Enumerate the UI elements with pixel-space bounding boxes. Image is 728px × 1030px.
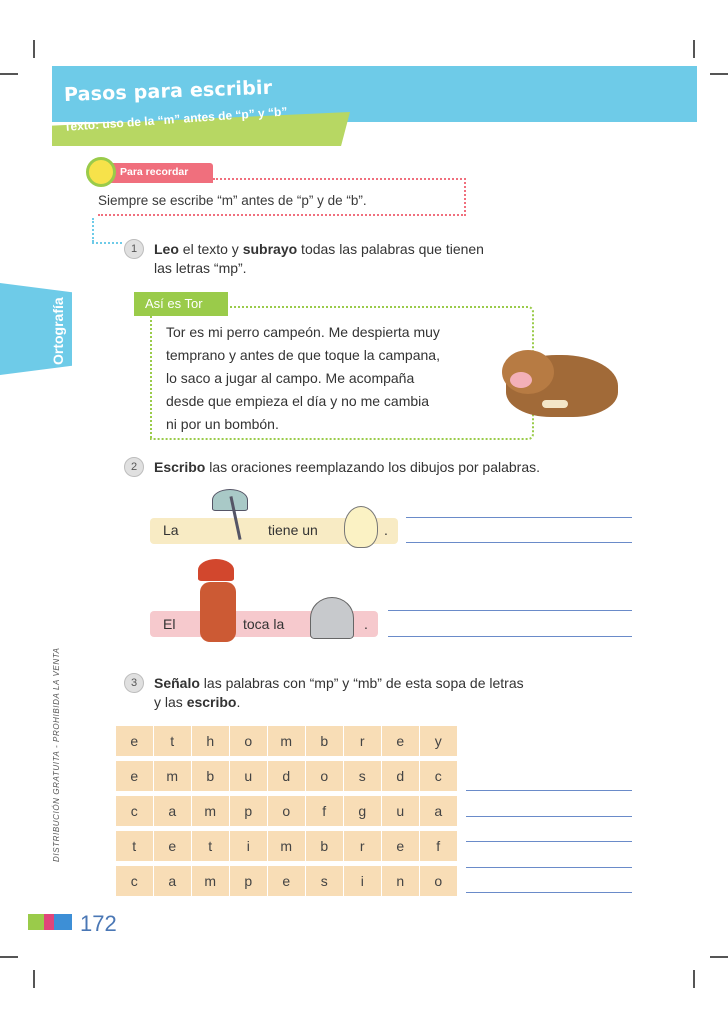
answer-line[interactable] (406, 542, 632, 543)
bulb-icon (344, 506, 378, 548)
answer-line[interactable] (466, 841, 632, 842)
answer-line[interactable] (388, 610, 632, 611)
grid-cell[interactable]: d (268, 761, 305, 791)
step3-instruction (154, 674, 634, 712)
connector-line (92, 242, 122, 244)
step1-text1: el texto y (178, 241, 243, 257)
step3-line2b: . (236, 694, 241, 710)
grid-cell[interactable]: s (306, 866, 343, 896)
grid-cell[interactable]: e (116, 761, 153, 791)
word-search-grid (116, 726, 457, 896)
sentence2-word3: . (364, 616, 368, 632)
grid-cell[interactable]: a (154, 866, 191, 896)
story-title: Así es Tor (145, 296, 203, 311)
answer-line[interactable] (388, 636, 632, 637)
sentence1-word3: . (384, 522, 388, 538)
grid-cell[interactable]: g (344, 796, 381, 826)
story-line: Tor es mi perro campeón. Me despierta muy (166, 324, 440, 340)
step-number: 1 (124, 239, 144, 259)
crop-mark (0, 956, 18, 958)
answer-line[interactable] (466, 867, 632, 868)
step1-verb2: subrayo (242, 241, 298, 257)
answer-line[interactable] (466, 816, 632, 817)
grid-cell[interactable]: r (344, 726, 381, 756)
grid-cell[interactable]: t (116, 831, 153, 861)
grid-cell[interactable]: u (382, 796, 419, 826)
grid-cell[interactable]: b (306, 831, 343, 861)
grid-cell[interactable]: p (230, 796, 267, 826)
grid-cell[interactable]: m (154, 761, 191, 791)
grid-cell[interactable]: n (382, 866, 419, 896)
page-number: 172 (80, 911, 117, 936)
grid-cell[interactable]: f (306, 796, 343, 826)
step3-line2a: y las (154, 694, 187, 710)
sentence2-word2: toca la (243, 616, 285, 632)
grid-cell[interactable]: p (230, 866, 267, 896)
dog-nose-illustration (510, 372, 532, 388)
section-tab-label: Ortografía (50, 297, 66, 365)
grid-cell[interactable]: t (192, 831, 229, 861)
grid-cell[interactable]: a (154, 796, 191, 826)
grid-cell[interactable]: s (344, 761, 381, 791)
footer-bar-blue (54, 914, 72, 930)
grid-cell[interactable]: o (306, 761, 343, 791)
step2-verb: Escribo (154, 459, 206, 475)
step1-instruction (154, 240, 574, 278)
grid-cell[interactable]: m (268, 831, 305, 861)
grid-cell[interactable]: b (192, 761, 229, 791)
dog-head-illustration (502, 350, 554, 394)
distribution-note: DISTRIBUCIÓN GRATUITA - PROHIBIDA LA VENTA (52, 647, 61, 862)
footer-bar-pink (44, 914, 54, 930)
answer-line[interactable] (466, 790, 632, 791)
recordar-text: Siempre se escribe “m” antes de “p” y de “b”. (98, 193, 367, 208)
crop-mark (710, 956, 728, 958)
step1-line2: las letras “mp”. (154, 260, 247, 276)
firefighter-illustration (200, 582, 236, 642)
step3-verb1: Señalo (154, 675, 200, 691)
story-line: temprano y antes de que toque la campana, (166, 347, 440, 363)
grid-cell[interactable]: u (230, 761, 267, 791)
story-line: ni por un bombón. (166, 416, 279, 432)
grid-cell[interactable]: b (306, 726, 343, 756)
connector-line (92, 218, 94, 242)
bone-illustration (542, 400, 568, 408)
crop-mark (0, 73, 18, 75)
step2-text: las oraciones reemplazando los dibujos por palabras. (205, 459, 540, 475)
answer-line[interactable] (406, 517, 632, 518)
story-line: desde que empieza el día y no me cambia (166, 393, 430, 409)
grid-cell[interactable]: r (344, 831, 381, 861)
crop-mark (693, 970, 695, 988)
grid-cell[interactable]: e (116, 726, 153, 756)
grid-cell[interactable]: h (192, 726, 229, 756)
grid-cell[interactable]: o (420, 866, 457, 896)
step-number: 2 (124, 457, 144, 477)
page-subtitle: Texto: uso de la “m” antes de “p” y “b” (63, 104, 288, 134)
crop-mark (33, 970, 35, 988)
step3-verb2: escribo (186, 694, 237, 710)
grid-cell[interactable]: e (154, 831, 191, 861)
bell-icon (310, 597, 354, 639)
grid-cell[interactable]: o (268, 796, 305, 826)
story-line: lo saco a jugar al campo. Me acompaña (166, 370, 415, 386)
step1-verb1: Leo (154, 241, 179, 257)
sentence1-word2: tiene un (268, 522, 318, 538)
crop-mark (693, 40, 695, 58)
grid-cell[interactable]: t (154, 726, 191, 756)
step3-text1: las palabras con “mp” y “mb” de esta sopa de letras (199, 675, 524, 691)
firefighter-helmet-illustration (198, 559, 234, 581)
step-number: 3 (124, 673, 144, 693)
grid-cell[interactable]: m (192, 796, 229, 826)
grid-cell[interactable]: c (116, 866, 153, 896)
grid-cell[interactable]: o (230, 726, 267, 756)
grid-cell[interactable]: d (382, 761, 419, 791)
grid-cell[interactable]: a (420, 796, 457, 826)
grid-cell[interactable]: c (116, 796, 153, 826)
page-title: Pasos para escribir (63, 76, 273, 106)
grid-cell[interactable]: e (268, 866, 305, 896)
grid-cell[interactable]: c (420, 761, 457, 791)
sentence2-word1: El (163, 616, 176, 632)
crop-mark (710, 73, 728, 75)
step1-text2: todas las palabras que tienen (297, 241, 484, 257)
grid-cell[interactable]: e (382, 726, 419, 756)
grid-cell[interactable]: f (420, 831, 457, 861)
recordar-label: Para recordar (120, 166, 189, 178)
sentence1-word1: La (163, 522, 179, 538)
grid-cell[interactable]: e (382, 831, 419, 861)
grid-cell[interactable]: y (420, 726, 457, 756)
answer-line[interactable] (466, 892, 632, 893)
grid-cell[interactable]: m (268, 726, 305, 756)
step2-instruction (154, 458, 654, 477)
grid-cell[interactable]: m (192, 866, 229, 896)
grid-cell[interactable]: i (230, 831, 267, 861)
footer-bar-green (28, 914, 44, 930)
story-box-border (150, 316, 152, 438)
grid-cell[interactable]: i (344, 866, 381, 896)
crop-mark (33, 40, 35, 58)
